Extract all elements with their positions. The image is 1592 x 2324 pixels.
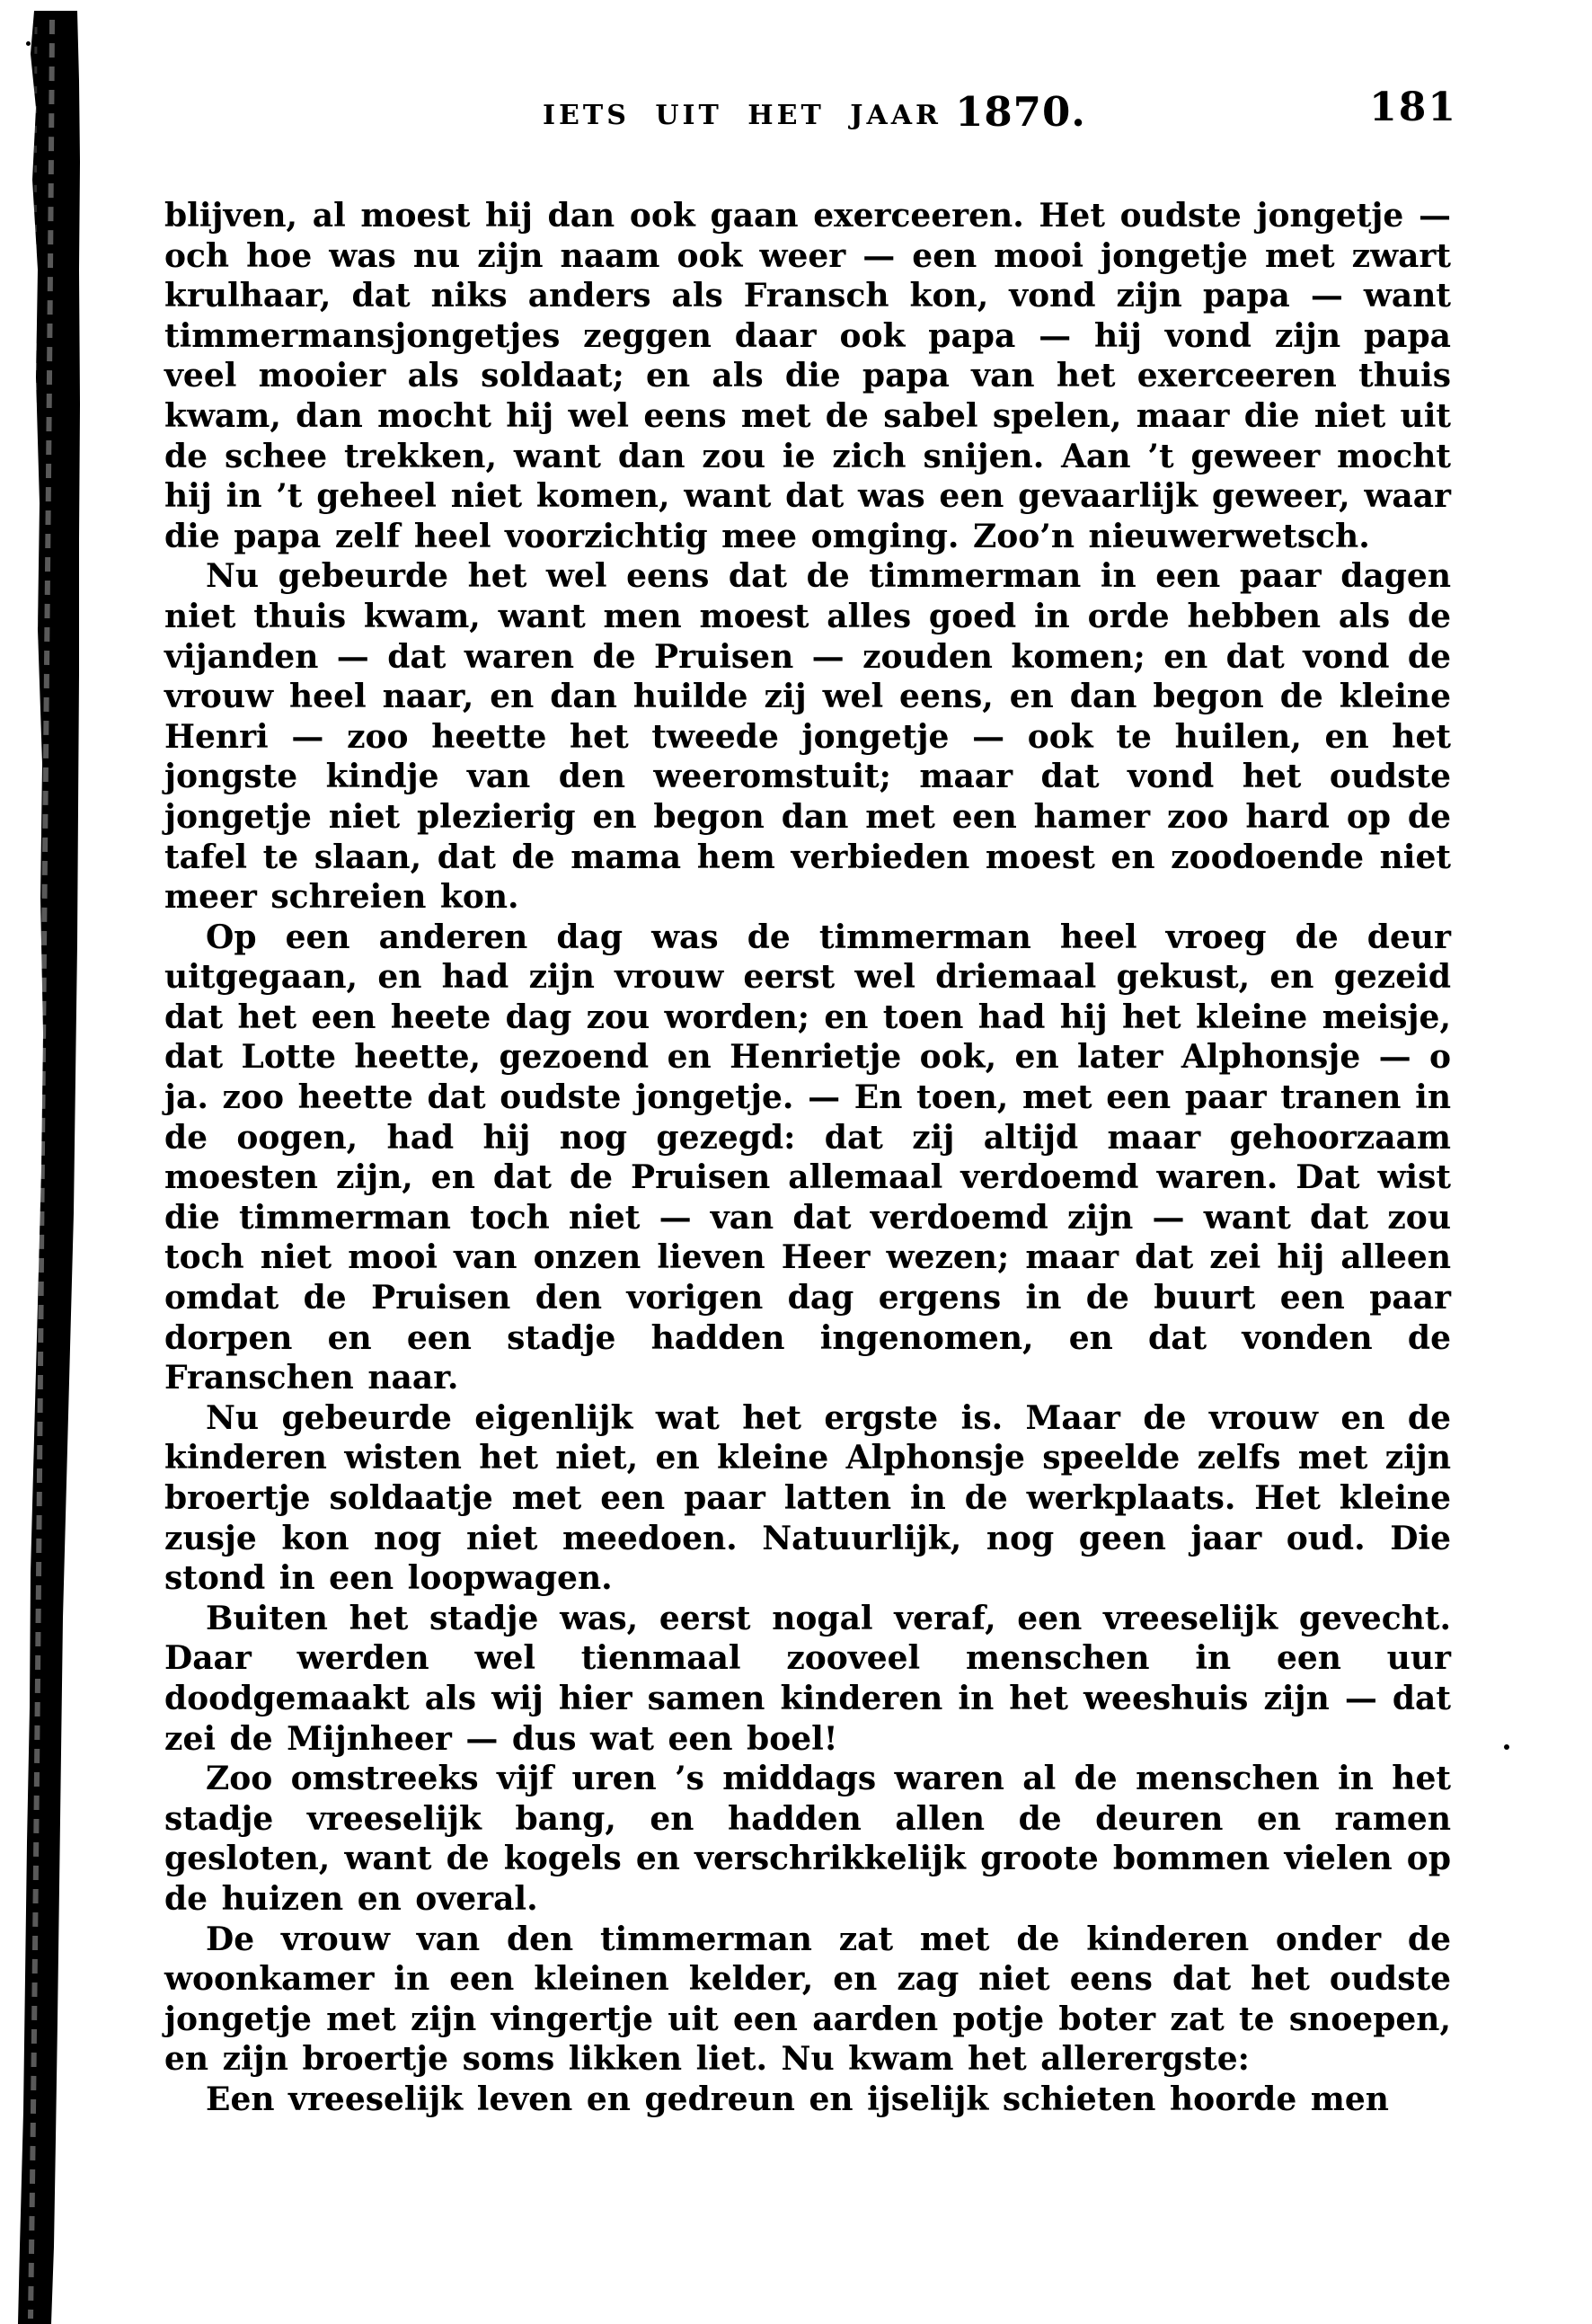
- scan-speck: [26, 41, 31, 46]
- scan-speck: [1504, 1744, 1509, 1750]
- page-title: [164, 88, 1464, 136]
- paragraph-8: Een vreeselijk leven en gedreun en ijselijk schieten hoorde men: [206, 2080, 1389, 2118]
- paragraph-3: Op een anderen dag was de timmerman heel vroeg de deur uitgegaan, en had zijn vrouw eerst wel driemaal gekust, en gezeid dat het een heete dag zou worden; en toen had hij het kleine meisje, dat Lotte heette, gezoend en Henrietje ook, en later Alphonsje — o ja. zoo heette dat oudste jongetje. — En toen, met een paar tranen in de oogen, had hij nog gezegd: dat zij altijd maar gehoorzaam moesten zijn, en dat de Pruisen allemaal verdoemd waren. Dat wist die timmerman toch niet — van dat verdoemd zijn — want dat zou toch niet mooi van onzen lieven Heer wezen; maar dat zei hij alleen omdat de Pruisen den vorigen dag ergens in de buurt een paar dorpen en een stadje hadden ingenomen, en dat vonden de Franschen naar.: [164, 918, 1451, 1397]
- page-title-text: IETS UIT HET JAAR: [543, 100, 942, 131]
- running-header: [164, 84, 1464, 151]
- paragraph-1: blijven, al moest hij dan ook gaan exerceeren. Het oudste jongetje — och hoe was nu zijn naam ook weer — een mooi jongetje met zwart krulhaar, dat niks anders als Fransch kon, vond zijn papa — want timmermansjongetjes zeggen daar ook papa — hij vond zijn papa veel mooier als soldaat; en als die papa van het exerceeren thuis kwam, dan mocht hij wel eens met de sabel spelen, maar die niet uit de schee trekken, want dan zou ie zich snijen. Aan ’t geweer mocht hij in ’t geheel niet komen, want dat was een gevaarlijk geweer, waar die papa zelf heel voorzichtig mee omging. Zoo’n nieuwerwetsch.: [164, 197, 1451, 555]
- page-number: 181: [1369, 84, 1457, 130]
- body-text: [164, 196, 1451, 2120]
- paragraph-4: Nu gebeurde eigenlijk wat het ergste is. Maar de vrouw en de kinderen wisten het niet, en kleine Alphonsje speelde zelfs met zijn broertje soldaatje met een paar latten in de werkplaats. Het kleine zusje kon nog niet meedoen. Natuurlijk, nog geen jaar oud. Die stond in een loopwagen.: [164, 1398, 1451, 1598]
- binding-shadow: [0, 0, 126, 2324]
- paragraph-2: Nu gebeurde het wel eens dat de timmerman in een paar dagen niet thuis kwam, want men moest alles goed in orde hebben als de vijanden — dat waren de Pruisen — zouden komen; en dat vond de vrouw heel naar, en dan huilde zij wel eens, en dan begon de kleine Henri — zoo heette het tweede jongetje — ook te huilen, en het jongste kindje van den weeromstuit; maar dat vond het oudste jongetje niet plezierig en begon dan met een hamer zoo hard op de tafel te slaan, dat de mama hem verbieden moest en zoodoende niet meer schreien kon.: [164, 557, 1451, 917]
- paragraph-6: Zoo omstreeks vijf uren ’s middags waren al de menschen in het stadje vreeselijk bang, en hadden allen de deuren en ramen gesloten, want de kogels en verschrikkelijk groote bommen vielen op de huizen en overal.: [164, 1760, 1451, 1918]
- paragraph-7: De vrouw van den timmerman zat met de kinderen onder de woonkamer in een kleinen kelder, en zag niet eens dat het oudste jongetje met zijn vingertje uit een aarden potje boter zat te snoepen, en zijn broertje soms likken liet. Nu kwam het allerergste:: [164, 1920, 1451, 2079]
- paragraph-5: Buiten het stadje was, eerst nogal veraf, een vreeselijk gevecht. Daar werden wel tienmaal zooveel menschen in een uur doodgemaakt als wij hier samen kinderen in het weeshuis zijn — dat zei de Mijnheer — dus wat een boel!: [164, 1599, 1451, 1758]
- page-title-year: 1870.: [955, 88, 1086, 136]
